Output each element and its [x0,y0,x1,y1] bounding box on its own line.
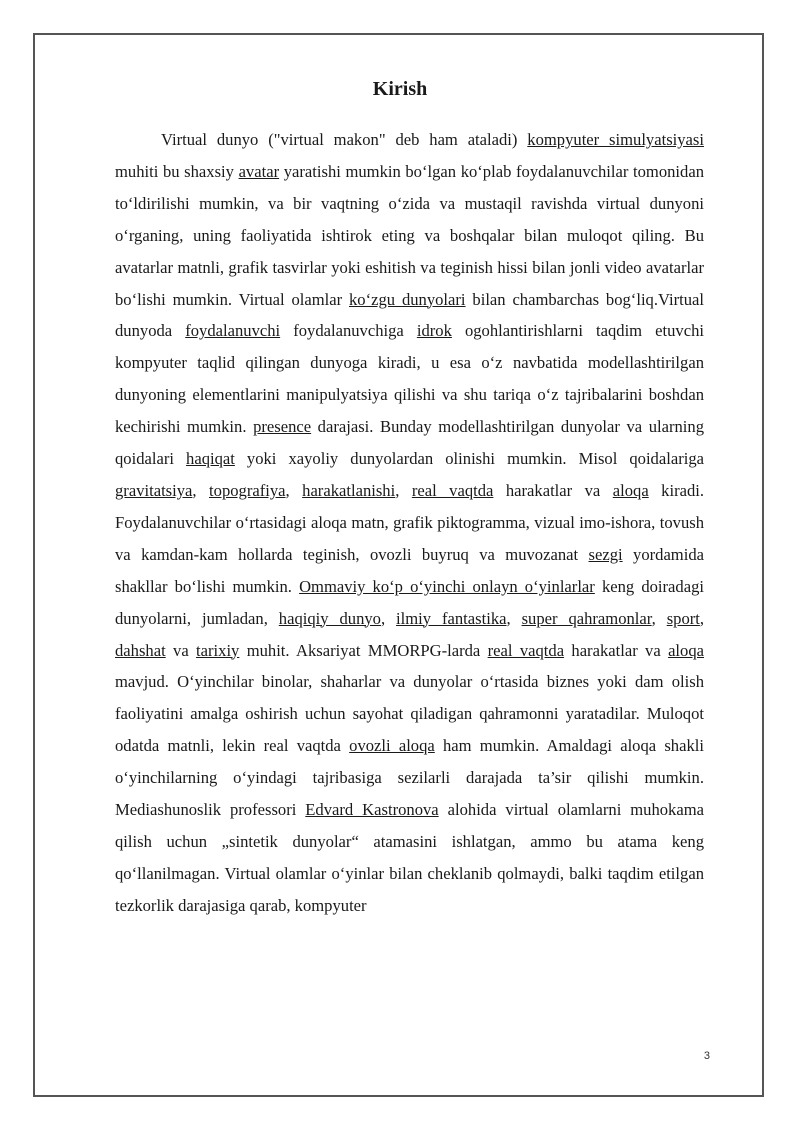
hyperlink[interactable]: presence [253,417,312,437]
text-run: yordamida shakllar bo‘lishi mumkin. [115,544,704,596]
text-run: va [165,640,197,660]
text-run: , [699,608,705,628]
hyperlink[interactable]: Edvard Kastronova [305,800,439,820]
text-run: muhit. Aksariyat MMORPG-larda [239,640,488,660]
text-run: darajasi. Bunday modellashtirilgan dunyolar va ularning qoidalari [115,417,704,469]
text-run: harakatlar va [564,640,669,660]
hyperlink[interactable]: avatar [238,161,280,181]
hyperlink[interactable]: kompyuter simulyatsiyasi [527,130,704,149]
text-run: mavjud. O‘yinchilar binolar, shaharlar va dunyolar o‘rtasida biznes yoki dam olish faoliyatini amalga oshirish uchun sayohat qiladigan qahramonni yaratadilar. Muloqot odatda matnli, lekin real vaqtda [115,672,704,756]
text-run: alohida virtual olamlarni muhokama qilish uchun „sintetik dunyolar“ atamasini ishlatgan, ammo bu atama keng qo‘llanilmagan. Virtual olamlar o‘yinlar bilan cheklanib qolmaydi, balki taqdim etilgan tezkorlik darajasiga qarab, kompyuter [115,800,704,915]
hyperlink[interactable]: harakatlanishi [302,480,396,500]
hyperlink[interactable]: aloqa [612,480,649,500]
text-run: kiradi. Foydalanuvchilar o‘rtasidagi aloqa matn, grafik piktogramma, vizual imo-ishora, tovush va kamdan-kam hollarda teginish, ovozli buyruq va muvozanat [115,480,705,564]
hyperlink[interactable]: haqiqat [186,449,235,469]
text-run: yaratishi mumkin bo‘lgan ko‘plab foydalanuvchilar tomonidan to‘ldirilishi mumkin, va bir vaqtning o‘zida va mustaqil ravishda virtual dunyoni o‘rganing, uning faoliyatida ishtirok eting va boshqalar bilan muloqot qiling. Bu avatarlar matnli, grafik tasvirlar yoki eshitish va teginish hissi bilan jonli video avatarlar bo‘lishi mumkin. Virtual olamlar [115,161,705,309]
text-run: ham mumkin. Amaldagi aloqa shakli o‘yinchilarning o‘yindagi tajribasiga sezilarli darajada ta’sir qilishi mumkin. Mediashunoslik professori [115,736,704,820]
hyperlink[interactable]: tarixiy [196,640,240,660]
page-title: Kirish [372,78,428,100]
hyperlink[interactable]: real vaqtda [487,640,565,660]
text-run: , [192,480,210,500]
hyperlink[interactable]: idrok [416,321,452,341]
text-run: , [395,480,412,500]
hyperlink[interactable]: ko‘zgu dunyolari [349,289,466,309]
hyperlink[interactable]: ovozli aloqa [349,736,435,756]
page-number: 3 [703,1050,710,1062]
hyperlink[interactable]: Ommaviy ko‘p o‘yinchi onlayn o‘yinlarlar [299,576,595,596]
text-run: harakatlar va [493,480,613,500]
hyperlink[interactable]: super qahramonlar [521,608,652,628]
text-run: muhiti bu shaxsiy [115,161,239,181]
hyperlink[interactable]: sezgi [588,544,623,564]
hyperlink[interactable]: dahshat [115,640,166,660]
hyperlink[interactable]: gravitatsiya [115,480,193,500]
text-run: , [506,608,522,628]
text-run: , [380,608,397,628]
hyperlink[interactable]: ilmiy fantastika [396,608,507,628]
text-run: foydalanuvchiga [280,321,417,341]
hyperlink[interactable]: aloqa [668,640,704,660]
hyperlink[interactable]: haqiqiy dunyo [278,608,381,628]
text-run: yoki xayoliy dunyolardan olinishi mumkin. Misol qoidalariga [234,449,704,469]
text-run: keng doiradagi dunyolarni, jumladan, [115,576,704,628]
body-paragraph [115,124,704,922]
text-run: , [651,608,667,628]
hyperlink[interactable]: sport [666,608,700,628]
hyperlink[interactable]: topografiya [209,480,286,500]
hyperlink[interactable]: foydalanuvchi [185,321,281,341]
text-run: , [285,480,303,500]
text-run: Virtual dunyo ("virtual makon" deb ham ataladi) [161,130,528,149]
hyperlink[interactable]: real vaqtda [411,480,494,500]
text-run: bilan chambarchas bog‘liq.Virtual dunyoda [115,289,704,341]
text-run: ogohlantirishlarni taqdim etuvchi kompyuter taqlid qilingan dunyoga kiradi, u esa o‘z navbatida modellashtirilgan dunyoning elementlarini manipulyatsiya qilishi va shu tariqa o‘z tajribalarini boshdan kechirishi mumkin. [115,321,704,437]
